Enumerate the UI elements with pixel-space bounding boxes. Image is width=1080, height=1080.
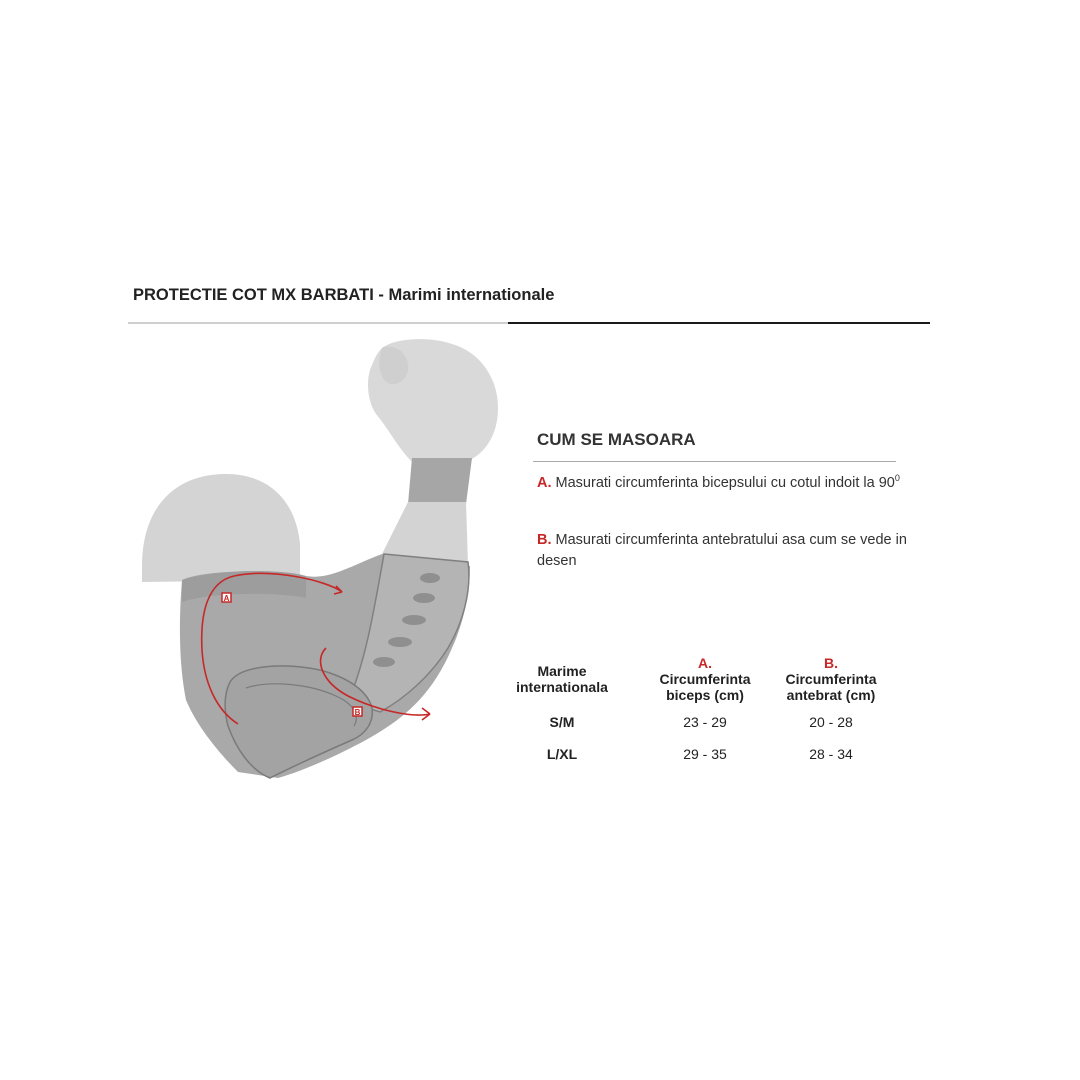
guard-vent-1 xyxy=(420,573,440,583)
how-to-rule xyxy=(533,461,896,462)
title-subtitle: Marimi internationale xyxy=(388,286,555,304)
guard-vent-5 xyxy=(373,657,395,667)
step-b-text: Masurati circumferinta antebratului asa cum se vede in desen xyxy=(537,532,907,569)
header-b-line2: antebrat (cm) xyxy=(786,687,876,703)
table-row-biceps: 23 - 29 xyxy=(683,714,727,730)
step-b xyxy=(537,530,907,572)
guard-vent-4 xyxy=(388,637,412,647)
page-title xyxy=(133,286,554,305)
step-a-text: Masurati circumferinta bicepsului cu cotul indoit la 90 xyxy=(551,475,895,491)
guard-vent-3 xyxy=(402,615,426,625)
table-row-size: L/XL xyxy=(546,746,578,762)
table-row-forearm: 20 - 28 xyxy=(809,714,853,730)
step-a-letter: A. xyxy=(537,475,552,491)
wrist-band xyxy=(408,458,472,504)
table-header-size xyxy=(502,663,622,695)
table-row-forearm: 28 - 34 xyxy=(809,746,853,762)
header-a-line1: Circumferinta xyxy=(659,671,751,687)
title-rule-light xyxy=(128,322,508,324)
marker-b-label: B xyxy=(354,708,361,717)
elbow-cap-plate xyxy=(225,666,372,778)
header-b-letter: B. xyxy=(824,655,838,671)
elbow-guard-illustration xyxy=(130,330,510,810)
how-to-title: CUM SE MASOARA xyxy=(537,430,696,449)
table-header-a xyxy=(642,655,768,703)
header-a-line2: biceps (cm) xyxy=(666,687,744,703)
header-size-line2: internationala xyxy=(516,679,608,695)
marker-a-label: A xyxy=(223,594,230,603)
header-b-line1: Circumferinta xyxy=(785,671,877,687)
header-a-letter: A. xyxy=(698,655,712,671)
title-separator: - xyxy=(373,286,389,304)
table-row-biceps: 29 - 35 xyxy=(683,746,727,762)
title-rule-dark xyxy=(508,322,930,324)
step-a xyxy=(537,473,907,494)
header-size-line1: Marime xyxy=(537,663,587,679)
upper-arm-shape xyxy=(142,474,300,582)
step-b-letter: B. xyxy=(537,532,552,548)
step-a-degree-sup: 0 xyxy=(894,473,900,483)
table-header-b xyxy=(768,655,894,703)
table-row-size: S/M xyxy=(549,714,575,730)
guard-vent-2 xyxy=(413,593,435,603)
title-main: PROTECTIE COT MX BARBATI xyxy=(133,286,374,304)
